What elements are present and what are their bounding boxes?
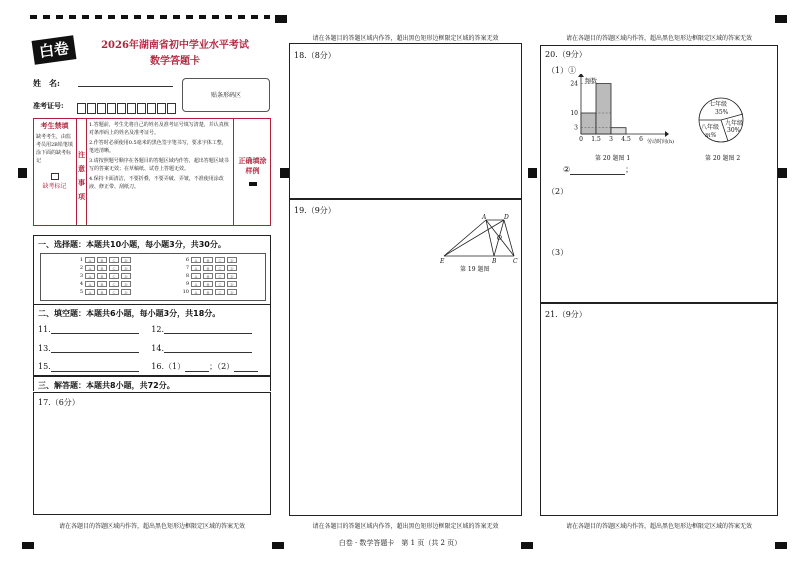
side-mark: [280, 168, 289, 178]
choice-bubble-b[interactable]: B: [203, 257, 213, 263]
fill-label-15: 15.: [38, 362, 51, 371]
fig19-line-dc: [504, 220, 514, 256]
hist-x-tick: 6: [639, 136, 643, 142]
choice-bubble-a[interactable]: A: [191, 281, 201, 287]
choice-bubble-c[interactable]: C: [215, 289, 225, 295]
choice-bubble-a[interactable]: A: [85, 273, 95, 279]
choice-bubble-c[interactable]: C: [109, 281, 119, 287]
section-fill: [33, 304, 271, 376]
corner-mark: [775, 542, 787, 549]
choice-bubble-d[interactable]: D: [227, 257, 237, 263]
section-solve-header: [33, 376, 271, 391]
absent-label: 缺考标记: [42, 183, 67, 190]
sample-filled-mark: [249, 182, 257, 186]
col2-top-note: 请在各题目的答题区域内作答，超出黑色矩形边框限定区域的答案无效: [312, 35, 499, 42]
answer-line-13[interactable]: [51, 344, 139, 353]
side-mark: [528, 168, 537, 178]
choice-bubble-d[interactable]: D: [121, 265, 131, 271]
candidate-box-title: 考生禁填: [40, 121, 69, 130]
notice-item: 1.答题前，考生先将自己的姓名及准考证号填写清楚，并认真核对条形码上的姓名及准考证号。: [89, 122, 229, 136]
figure-19: [440, 214, 522, 264]
fill-label-16-2: ；（2）: [209, 362, 235, 371]
answer-line-15[interactable]: [51, 363, 139, 372]
choice-column-left: [75, 256, 131, 296]
choice-bubble-d[interactable]: D: [121, 281, 131, 287]
barcode-area: [182, 78, 270, 112]
choice-number: 10: [182, 289, 189, 295]
hist-bar: [611, 128, 626, 134]
figure-20-histogram: [563, 74, 673, 142]
fig19-label-o: O: [497, 235, 502, 242]
section-fill-title: 二、填空题：本题共6小题，每小题3分，共18分。: [38, 309, 221, 318]
pie-label-grade8-pct: m%: [705, 132, 717, 139]
figure-20-pie: [691, 92, 753, 148]
choice-number: 8: [185, 273, 189, 279]
question-20-label: 20.（9分）: [545, 50, 587, 59]
hist-y-tick: 10: [570, 110, 578, 117]
choice-column-right: [181, 256, 237, 296]
hist-x-tick: 0: [579, 136, 583, 142]
choice-bubble-b[interactable]: B: [97, 273, 107, 279]
question-20-part1: （1）①: [547, 66, 577, 75]
answer-area-18[interactable]: [289, 43, 522, 199]
col3-bottom-note: 请在各题目的答题区域内作答，超出黑色矩形边框限定区域的答案无效: [565, 523, 752, 530]
question-19-label: 19.（9分）: [294, 206, 336, 215]
fig19-line-ed: [444, 220, 504, 256]
fill-row-1: [38, 325, 252, 334]
hist-bar: [596, 84, 611, 134]
choice-bubble-b[interactable]: B: [203, 281, 213, 287]
hist-y-arrow: [578, 74, 584, 77]
choice-row: [75, 256, 131, 264]
fig19-label-d: D: [504, 214, 509, 221]
question-17-label: 17.（6分）: [38, 398, 80, 407]
choice-bubble-a[interactable]: A: [191, 273, 201, 279]
choice-bubble-c[interactable]: C: [109, 289, 119, 295]
question-21-label: 21.（9分）: [545, 310, 587, 319]
choice-row: [75, 272, 131, 280]
fill-label-13: 13.: [38, 344, 51, 353]
answer-line-16-2[interactable]: [234, 363, 258, 372]
hist-x-tick: 4.5: [621, 136, 631, 142]
choice-number: 2: [79, 265, 83, 271]
question-20-part1b-label: ②: [563, 165, 571, 174]
choice-number: 3: [79, 273, 83, 279]
choice-row: [75, 280, 131, 288]
choice-bubble-b[interactable]: B: [203, 289, 213, 295]
exam-number-label: 准考证号:: [33, 101, 64, 110]
barcode-area-label: 贴条形码区: [210, 92, 241, 99]
choice-row: [75, 288, 131, 296]
answer-line-16-1[interactable]: [185, 363, 209, 372]
sample-box: [233, 118, 271, 226]
fig19-label-e: E: [440, 258, 445, 264]
hist-y-label: 频数: [585, 78, 598, 85]
exam-title: 2026年湖南省初中学业水平考试: [101, 40, 249, 51]
corner-mark: [775, 15, 787, 23]
answer-area-19[interactable]: [289, 199, 522, 516]
choice-bubble-d[interactable]: D: [121, 289, 131, 295]
name-label: 姓 名:: [33, 78, 60, 88]
fill-label-11: 11.: [38, 325, 51, 334]
notice-title: 注意事项: [77, 118, 87, 226]
question-20-part1b: ② ；: [563, 165, 634, 174]
fill-label-14: 14.: [151, 344, 165, 353]
choice-bubble-b[interactable]: B: [97, 265, 107, 271]
choice-bubble-d[interactable]: D: [227, 265, 237, 271]
choice-bubble-c[interactable]: C: [215, 273, 225, 279]
pie-label-grade9-pct: 30%: [727, 127, 741, 134]
fig19-line-ea: [444, 220, 486, 256]
notice-item: 3.请按照题号顺序在各题目的答题区域内作答，超出答题区域书写的答案无效；在草稿纸、试卷上答题无效。: [89, 158, 229, 172]
hist-y-tick: 3: [574, 124, 578, 132]
fill-row-3: [38, 361, 258, 372]
side-mark: [18, 168, 27, 178]
choice-bubble-d[interactable]: D: [227, 273, 237, 279]
pie-label-grade9: 九年级: [725, 120, 744, 127]
section-choice: [33, 235, 271, 305]
choice-bubble-d[interactable]: D: [121, 273, 131, 279]
choice-bubble-d[interactable]: D: [227, 289, 237, 295]
choice-bubble-c[interactable]: C: [215, 281, 225, 287]
corner-mark: [272, 542, 284, 549]
paper-badge: 白卷: [32, 35, 77, 65]
hist-x-tick: 3: [609, 136, 613, 142]
choice-number: 1: [79, 257, 83, 263]
figure-19-caption: 第 19 题图: [460, 266, 490, 273]
choice-bubble-c[interactable]: C: [215, 257, 225, 263]
figure-20-1-caption: 第 20 题图 1: [595, 155, 631, 162]
choice-bubble-c[interactable]: C: [109, 273, 119, 279]
fill-label-16: 16.（1）: [151, 362, 186, 371]
choice-bubble-d[interactable]: D: [121, 257, 131, 263]
pie-label-grade8: 八年级: [701, 124, 720, 131]
choice-number: 9: [185, 281, 189, 287]
page-footer: 白卷 · 数学答题卡 第 1 页（共 2 页）: [338, 539, 462, 547]
choice-row: [181, 288, 237, 296]
question-20-part2: （2）: [547, 187, 569, 196]
choice-number: 6: [185, 257, 189, 263]
fill-row-2: [38, 344, 252, 353]
exam-number-boxes[interactable]: [77, 99, 177, 118]
answer-line-12[interactable]: [164, 325, 252, 334]
choice-bubble-a[interactable]: A: [191, 289, 201, 295]
answer-line-14[interactable]: [164, 344, 252, 353]
choice-bubble-a[interactable]: A: [85, 281, 95, 287]
hist-x-tick: 1.5: [591, 136, 601, 142]
col3-top-note: 请在各题目的答题区域内作答，超出黑色矩形边框限定区域的答案无效: [565, 35, 752, 42]
hist-y-tick: 24: [570, 80, 578, 88]
question-18-label: 18.（8分）: [294, 51, 336, 60]
corner-mark: [22, 542, 34, 549]
choice-bubble-b[interactable]: B: [97, 281, 107, 287]
absent-checkbox[interactable]: [51, 173, 59, 180]
notice-item: 4.保持卡面清洁，不要折叠，不要弄破、弄皱，不准使用涂改液、修正带、刮纸刀。: [89, 176, 224, 190]
choice-bubble-a[interactable]: A: [191, 257, 201, 263]
choice-bubble-c[interactable]: C: [109, 265, 119, 271]
choice-bubble-a[interactable]: A: [85, 257, 95, 263]
candidate-box-note: 缺考考生，由监考员用2B铅笔填涂下面的缺考标记: [36, 134, 73, 164]
choice-row: [181, 280, 237, 288]
figure-20-2-caption: 第 20 题图 2: [705, 155, 741, 162]
hist-x-arrow: [665, 131, 669, 137]
answer-area-21[interactable]: [540, 303, 778, 516]
answer-line-20-1b[interactable]: [570, 166, 625, 175]
timing-dash-bar: [30, 15, 270, 19]
choice-row: [181, 264, 237, 272]
choice-bubble-a[interactable]: A: [85, 289, 95, 295]
pie-label-grade7: 七年级: [709, 101, 728, 108]
fill-label-12: 12.: [151, 325, 165, 334]
choice-bubble-a[interactable]: A: [191, 265, 201, 271]
candidate-box: [33, 118, 77, 226]
choice-row: [181, 272, 237, 280]
choice-bubble-c[interactable]: C: [215, 265, 225, 271]
col2-bottom-note: 请在各题目的答题区域内作答，超出黑色矩形边框限定区域的答案无效: [312, 523, 499, 530]
section-solve-title: 三、解答题：本题共8小题，共72分。: [38, 381, 175, 390]
exam-subtitle: 数学答题卡: [150, 56, 200, 67]
choice-bubble-c[interactable]: C: [109, 257, 119, 263]
col1-bottom-note: 请在各题目的答题区域内作答，超出黑色矩形边框限定区域的答案无效: [58, 523, 245, 530]
choice-number: 5: [79, 289, 83, 295]
pie-label-grade7-pct: 35%: [715, 109, 729, 116]
fig19-label-b: B: [492, 258, 497, 264]
choice-bubble-b[interactable]: B: [203, 273, 213, 279]
choice-number: 4: [79, 281, 83, 287]
fig19-label-a: A: [482, 214, 487, 221]
answer-area-20[interactable]: [540, 45, 778, 303]
choice-bubble-a[interactable]: A: [85, 265, 95, 271]
choice-bubble-b[interactable]: B: [97, 289, 107, 295]
choice-bubble-d[interactable]: D: [227, 281, 237, 287]
corner-mark: [521, 542, 533, 549]
notice-list: [89, 121, 231, 191]
choice-grid: [40, 253, 266, 301]
fig19-label-c: C: [513, 258, 518, 264]
hist-bar: [581, 113, 596, 134]
corner-mark: [275, 15, 287, 23]
name-field[interactable]: [78, 86, 173, 87]
choice-row: [181, 256, 237, 264]
answer-area-17[interactable]: [33, 392, 271, 515]
answer-line-11[interactable]: [51, 325, 139, 334]
side-mark: [778, 168, 787, 178]
notice-item: 2.作答时必须使用0.5毫米的黑色签字笔书写，要求字体工整，笔迹清晰。: [89, 140, 227, 154]
choice-row: [75, 264, 131, 272]
choice-bubble-b[interactable]: B: [203, 265, 213, 271]
question-20-part3: （3）: [547, 248, 569, 257]
choice-number: 7: [185, 265, 189, 271]
hist-x-label: 劳动时间(h): [647, 139, 675, 145]
sample-title: 正确填涂样例: [238, 156, 267, 175]
section-choice-title: 一、选择题：本题共10小题，每小题3分，共30分。: [38, 240, 226, 249]
choice-bubble-b[interactable]: B: [97, 257, 107, 263]
